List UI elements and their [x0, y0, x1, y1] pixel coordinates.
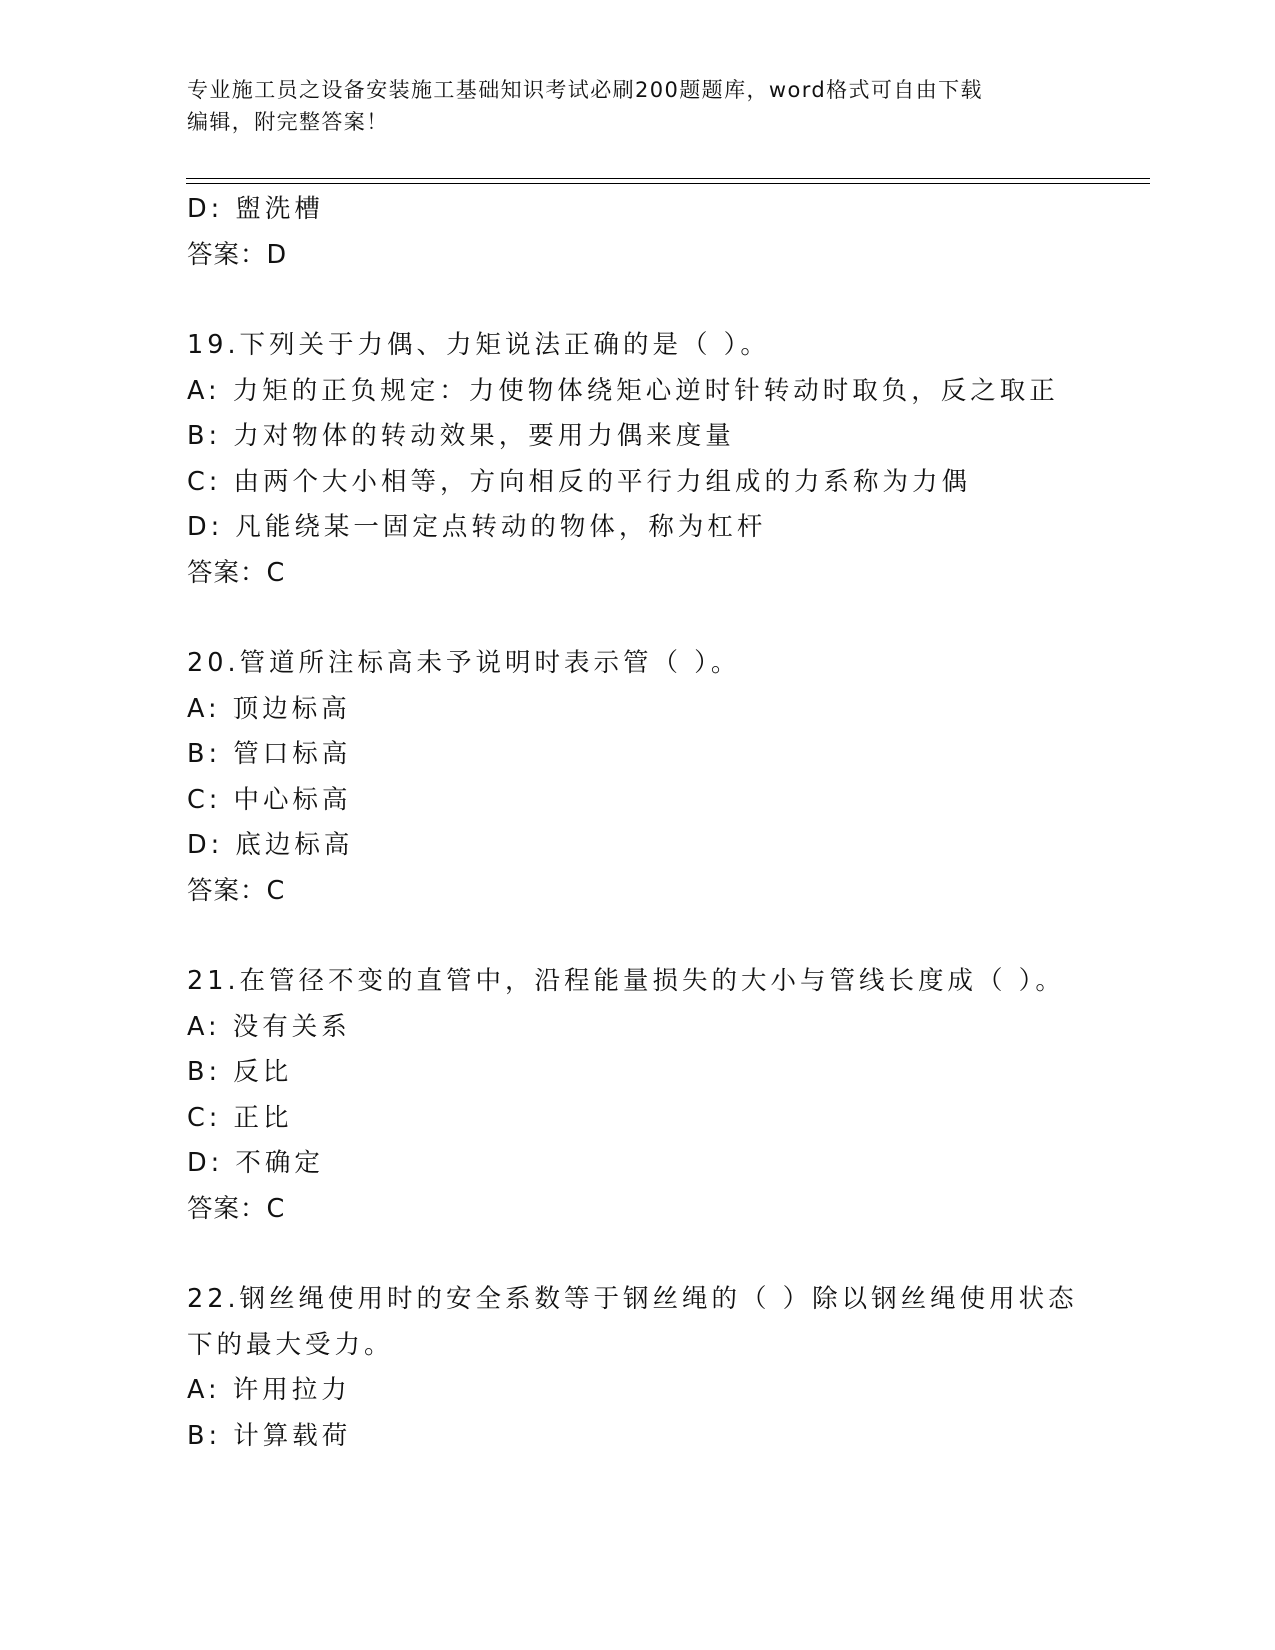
spacer: [187, 278, 1147, 323]
option-c: C: 正比: [187, 1102, 293, 1133]
question-block-22: [187, 1277, 1147, 1459]
answer: 答案：C: [187, 1193, 286, 1224]
question-text: 19.下列关于力偶、力矩说法正确的是（ ）。: [187, 330, 770, 360]
spacer: [187, 914, 1147, 959]
answer: 答案：C: [187, 875, 286, 906]
option-d-prev: D: 盥洗槽: [187, 194, 324, 224]
option-d: D: 不确定: [187, 1148, 324, 1178]
option-b: B: 计算载荷: [187, 1420, 352, 1451]
option-a: A: 没有关系: [187, 1011, 351, 1042]
option-b: B: 反比: [187, 1057, 293, 1087]
option-a: A: 力矩的正负规定：力使物体绕矩心逆时针转动时取负，反之取正: [187, 375, 1059, 406]
option-c: C: 由两个大小相等，方向相反的平行力组成的力系称为力偶: [187, 466, 972, 497]
option-b: B: 管口标高: [187, 739, 352, 769]
header-line-1: 专业施工员之设备安装施工基础知识考试必刷200题题库，word格式可自由下载: [187, 78, 983, 102]
question-text: 20.管道所注标高未予说明时表示管（ ）。: [187, 648, 741, 678]
option-d: D: 底边标高: [187, 830, 354, 860]
header-rule-top: [186, 178, 1150, 179]
option-c: C: 中心标高: [187, 784, 352, 815]
header-rule-bottom: [186, 183, 1150, 184]
answer: 答案：C: [187, 557, 286, 588]
option-b: B: 力对物体的转动效果，要用力偶来度量: [187, 421, 735, 451]
header-line-2: 编辑，附完整答案！: [187, 110, 389, 134]
question-text: 21.在管径不变的直管中，沿程能量损失的大小与管线长度成（ ）。: [187, 966, 1065, 996]
spacer: [187, 1232, 1147, 1277]
option-a: A: 顶边标高: [187, 693, 351, 724]
question-text-line-1: 22.钢丝绳使用时的安全系数等于钢丝绳的（ ）除以钢丝绳使用状态: [187, 1284, 1078, 1314]
answer-prev: 答案：D: [187, 239, 288, 270]
document-body: [187, 187, 1147, 1459]
question-block-21: [187, 959, 1147, 1232]
option-d: D: 凡能绕某一固定点转动的物体，称为杠杆: [187, 512, 767, 542]
spacer: [187, 596, 1147, 641]
question-block-19: [187, 323, 1147, 596]
question-block-20: [187, 641, 1147, 914]
option-a: A: 许用拉力: [187, 1375, 351, 1405]
question-text-line-2: 下的最大受力。: [187, 1329, 394, 1360]
document-header: [187, 74, 1087, 138]
